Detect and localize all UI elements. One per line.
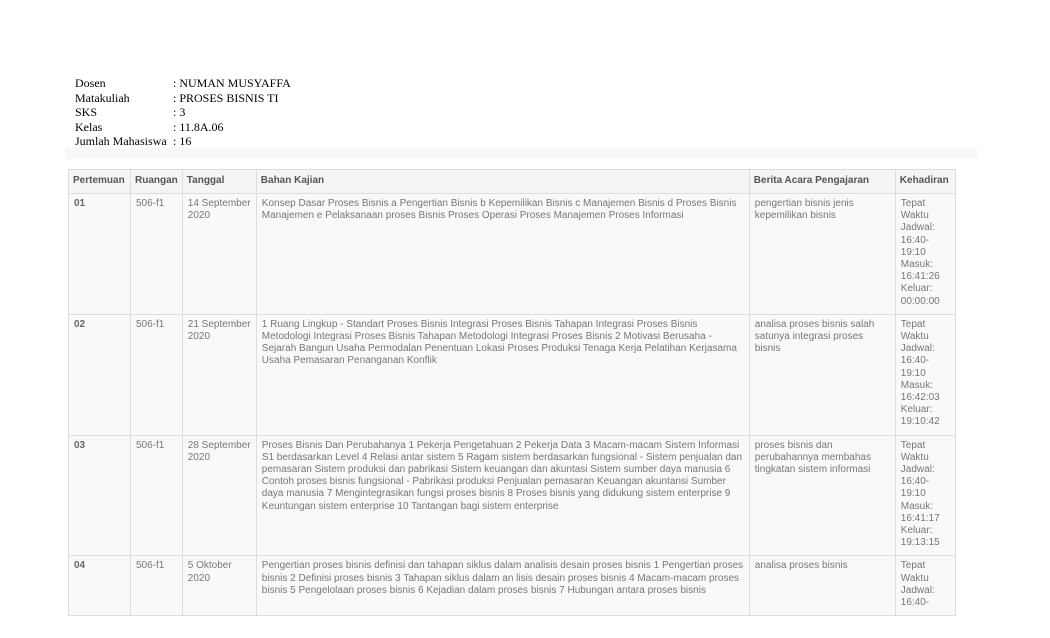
column-header-bahan-kajian: Bahan Kajian — [256, 170, 749, 194]
page-bottom-margin — [0, 620, 1050, 638]
cell-tanggal: 14 September 2020 — [182, 194, 256, 315]
attendance-table — [68, 169, 956, 616]
info-row-jumlah-mahasiswa — [75, 134, 291, 149]
cell-berita-acara: analisa proses bisnis salah satunya integrasi proses bisnis — [749, 314, 895, 435]
cell-berita-acara: proses bisnis dan perubahannya membahas tingkatan sistem informasi — [749, 435, 895, 556]
table-row — [69, 314, 956, 435]
cell-pertemuan: 03 — [69, 435, 131, 556]
table-row — [69, 556, 956, 616]
cell-ruangan: 506-f1 — [131, 194, 183, 315]
column-header-kehadiran: Kehadiran — [895, 170, 955, 194]
info-value: : NUMAN MUSYAFFA — [173, 76, 291, 90]
column-header-pertemuan: Pertemuan — [69, 170, 131, 194]
cell-tanggal: 5 Oktober 2020 — [182, 556, 256, 616]
table-header-row — [69, 170, 956, 194]
info-value: : PROSES BISNIS TI — [173, 90, 279, 105]
info-value: : 16 — [173, 134, 192, 149]
info-label: Kelas — [75, 119, 103, 134]
info-row-dosen — [75, 76, 291, 91]
cell-ruangan: 506-f1 — [131, 314, 183, 435]
lecture-info — [75, 76, 291, 149]
info-row-kelas — [75, 120, 291, 135]
info-label: Jumlah Mahasiswa — [75, 134, 167, 149]
info-value: : 3 — [173, 105, 186, 120]
cell-kehadiran: Tepat Waktu Jadwal: 16:40-19:10 Masuk: 16:42:03 Keluar: 19:10:42 — [895, 314, 955, 435]
info-label: SKS — [75, 105, 98, 120]
cell-bahan-kajian: Konsep Dasar Proses Bisnis a Pengertian Bisnis b Kepemilikan Bisnis c Manajemen Bisnis d Proses Bisnis Manajemen e Pelaksanaan proses Bisnis Proses Operasi Proses Manajemen Proses Informasi — [256, 194, 749, 315]
info-label: Matakuliah — [75, 90, 130, 105]
info-label: Dosen — [75, 76, 106, 90]
cell-ruangan: 506-f1 — [131, 556, 183, 616]
cell-kehadiran: Tepat Waktu Jadwal: 16:40- — [895, 556, 955, 616]
cell-bahan-kajian: Pengertian proses bisnis definisi dan tahapan siklus dalam analisis desain proses bisnis 1 Pengertian proses bisnis 2 Definisi proses bisnis 3 Tahapan siklus dalam an lisis desain proses bisnis 4 Macam-macam proses bisnis 5 Pengelolaan proses bisnis 6 Kejadian dalam proses bisnis 7 Hubungan antara proses bisnis — [256, 556, 749, 616]
cell-bahan-kajian: Proses Bisnis Dan Perubahanya 1 Pekerja Pengetahuan 2 Pekerja Data 3 Macam-macam Sistem Informasi S1 berdasarkan Level 4 Relasi antar sistem 5 Ragam sistem berdasarkan fungsional - Sistem penjualan dan pemasaran Sistem produksi dan pabrikasi Sistem keuangan dan akuntasi Sistem sumber daya manusia 6 Contoh proses bisnis fungsional - Pabrikasi produksi Penjualan pemasaran Keuangan akuntansi Sumber daya manusia 7 Mengintegrasikan fungsi proses bisnis 8 Proses bisnis yang didukung sistem enterprise 9 Keuntungan sistem enterprise 10 Tantangan bagi sistem enterprise — [256, 435, 749, 556]
table-row — [69, 194, 956, 315]
cell-pertemuan: 01 — [69, 194, 131, 315]
cell-tanggal: 28 September 2020 — [182, 435, 256, 556]
cell-ruangan: 506-f1 — [131, 435, 183, 556]
cell-bahan-kajian: 1 Ruang Lingkup - Standart Proses Bisnis Integrasi Proses Bisnis Tahapan Integrasi Proses Bisnis Metodologi Integrasi Proses Bisnis Tahapan Metodologi Integrasi Proses Bisnis 2 Motivasi Berusaha - Sejarah Bangun Usaha Permodalan Penentuan Lokasi Proses Produksi Tenaga Kerja Pelatihan Kerjasama Usaha Pemasaran Penanganan Konflik — [256, 314, 749, 435]
cell-pertemuan: 04 — [69, 556, 131, 616]
cell-berita-acara: pengertian bisnis jenis kepemilikan bisnis — [749, 194, 895, 315]
cell-berita-acara: analisa proses bisnis — [749, 556, 895, 616]
cell-kehadiran: Tepat Waktu Jadwal: 16:40-19:10 Masuk: 16:41:26 Keluar: 00:00:00 — [895, 194, 955, 315]
cell-pertemuan: 02 — [69, 314, 131, 435]
info-row-sks — [75, 105, 291, 120]
cell-kehadiran: Tepat Waktu Jadwal: 16:40-19:10 Masuk: 16:41:17 Keluar: 19:13:15 — [895, 435, 955, 556]
info-row-matakuliah — [75, 91, 291, 106]
cell-tanggal: 21 September 2020 — [182, 314, 256, 435]
column-header-ruangan: Ruangan — [131, 170, 183, 194]
info-value: : 11.8A.06 — [173, 119, 224, 134]
table-row — [69, 435, 956, 556]
column-header-berita-acara: Berita Acara Pengajaran — [749, 170, 895, 194]
divider-band — [65, 148, 977, 159]
column-header-tanggal: Tanggal — [182, 170, 256, 194]
